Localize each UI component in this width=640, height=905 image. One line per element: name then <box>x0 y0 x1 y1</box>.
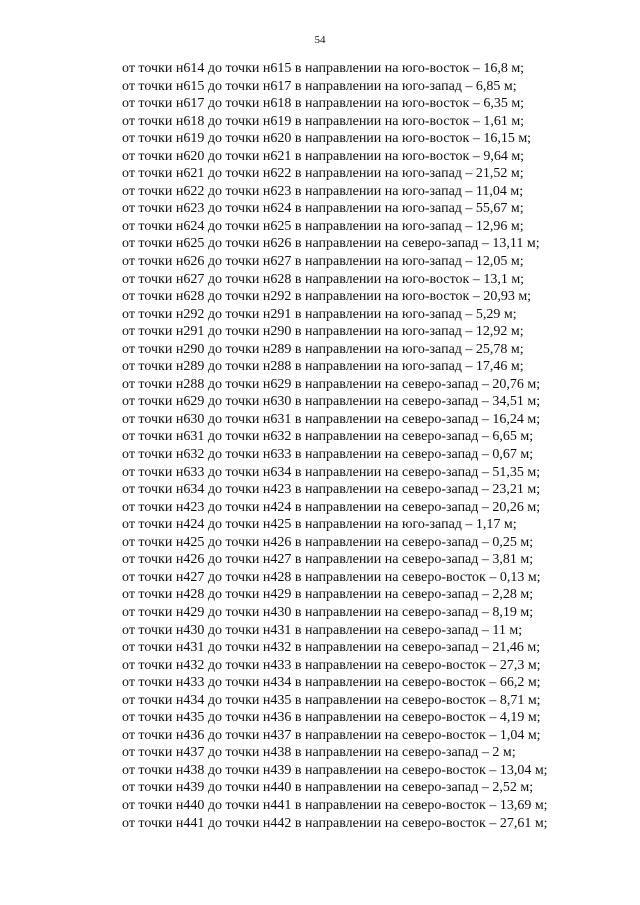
boundary-segment-line: от точки н627 до точки н628 в направлении на юго-восток – 13,1 м; <box>122 271 525 287</box>
boundary-segment-line: от точки н617 до точки н618 в направлении на юго-восток – 6,35 м; <box>122 96 525 112</box>
boundary-segment-line: от точки н432 до точки н433 в направлении на северо-восток – 27,3 м; <box>122 657 541 673</box>
boundary-segment-line: от точки н620 до точки н621 в направлении на юго-восток – 9,64 м; <box>122 148 525 164</box>
boundary-segment-line: от точки н435 до точки н436 в направлении на северо-восток – 4,19 м; <box>122 710 541 726</box>
boundary-segment-line: от точки н628 до точки н292 в направлении на юго-восток – 20,93 м; <box>122 289 532 305</box>
boundary-segment-line: от точки н630 до точки н631 в направлении на северо-запад – 16,24 м; <box>122 411 541 427</box>
boundary-segment-line: от точки н619 до точки н620 в направлении на юго-восток – 16,15 м; <box>122 131 532 147</box>
boundary-segment-line: от точки н427 до точки н428 в направлении на северо-восток – 0,13 м; <box>122 569 541 585</box>
boundary-segment-line: от точки н424 до точки н425 в направлении на юго-запад – 1,17 м; <box>122 517 517 533</box>
boundary-description-list <box>122 60 602 832</box>
boundary-segment-line: от точки н292 до точки н291 в направлении на юго-запад – 5,29 м; <box>122 306 517 322</box>
boundary-segment-line: от точки н289 до точки н288 в направлении на юго-запад – 17,46 м; <box>122 359 524 375</box>
boundary-segment-line: от точки н615 до точки н617 в направлении на юго-запад – 6,85 м; <box>122 78 517 94</box>
boundary-segment-line: от точки н631 до точки н632 в направлении на северо-запад – 6,65 м; <box>122 429 534 445</box>
boundary-segment-line: от точки н621 до точки н622 в направлении на юго-запад – 21,52 м; <box>122 166 524 182</box>
boundary-segment-line: от точки н624 до точки н625 в направлении на юго-запад – 12,96 м; <box>122 218 524 234</box>
boundary-segment-line: от точки н423 до точки н424 в направлении на северо-запад – 20,26 м; <box>122 499 541 515</box>
boundary-segment-line: от точки н431 до точки н432 в направлении на северо-запад – 21,46 м; <box>122 640 541 656</box>
boundary-segment-line: от точки н290 до точки н289 в направлении на юго-запад – 25,78 м; <box>122 341 524 357</box>
boundary-segment-line: от точки н626 до точки н627 в направлении на юго-запад – 12,05 м; <box>122 254 524 270</box>
boundary-segment-line: от точки н291 до точки н290 в направлении на юго-запад – 12,92 м; <box>122 324 524 340</box>
boundary-segment-line: от точки н426 до точки н427 в направлении на северо-запад – 3,81 м; <box>122 552 534 568</box>
boundary-segment-line: от точки н437 до точки н438 в направлении на северо-запад – 2 м; <box>122 745 516 761</box>
boundary-segment-line: от точки н433 до точки н434 в направлении на северо-восток – 66,2 м; <box>122 675 541 691</box>
boundary-segment-line: от точки н425 до точки н426 в направлении на северо-запад – 0,25 м; <box>122 534 534 550</box>
boundary-segment-line: от точки н632 до точки н633 в направлении на северо-запад – 0,67 м; <box>122 447 534 463</box>
boundary-segment-line: от точки н629 до точки н630 в направлении на северо-запад – 34,51 м; <box>122 394 541 410</box>
page-number: 54 <box>314 34 326 46</box>
boundary-segment-line: от точки н622 до точки н623 в направлении на юго-запад – 11,04 м; <box>122 183 524 199</box>
boundary-segment-line: от точки н428 до точки н429 в направлении на северо-запад – 2,28 м; <box>122 587 534 603</box>
boundary-segment-line: от точки н430 до точки н431 в направлении на северо-запад – 11 м; <box>122 622 523 638</box>
boundary-segment-line: от точки н436 до точки н437 в направлении на северо-восток – 1,04 м; <box>122 727 541 743</box>
boundary-segment-line: от точки н434 до точки н435 в направлении на северо-восток – 8,71 м; <box>122 692 541 708</box>
boundary-segment-line: от точки н618 до точки н619 в направлении на юго-восток – 1,61 м; <box>122 113 525 129</box>
boundary-segment-line: от точки н440 до точки н441 в направлении на северо-восток – 13,69 м; <box>122 797 548 813</box>
boundary-segment-line: от точки н634 до точки н423 в направлении на северо-запад – 23,21 м; <box>122 482 541 498</box>
boundary-segment-line: от точки н623 до точки н624 в направлении на юго-запад – 55,67 м; <box>122 201 524 217</box>
boundary-segment-line: от точки н438 до точки н439 в направлении на северо-восток – 13,04 м; <box>122 762 548 778</box>
boundary-segment-line: от точки н625 до точки н626 в направлении на северо-запад – 13,11 м; <box>122 236 540 252</box>
boundary-segment-line: от точки н614 до точки н615 в направлении на юго-восток – 16,8 м; <box>122 61 525 76</box>
boundary-segment-line: от точки н441 до точки н442 в направлении на северо-восток – 27,61 м; <box>122 815 548 831</box>
boundary-segment-line: от точки н429 до точки н430 в направлении на северо-запад – 8,19 м; <box>122 604 534 620</box>
boundary-segment-line: от точки н633 до точки н634 в направлении на северо-запад – 51,35 м; <box>122 464 541 480</box>
boundary-segment-line: от точки н288 до точки н629 в направлении на северо-запад – 20,76 м; <box>122 376 541 392</box>
boundary-segment-line: от точки н439 до точки н440 в направлении на северо-запад – 2,52 м; <box>122 780 534 796</box>
